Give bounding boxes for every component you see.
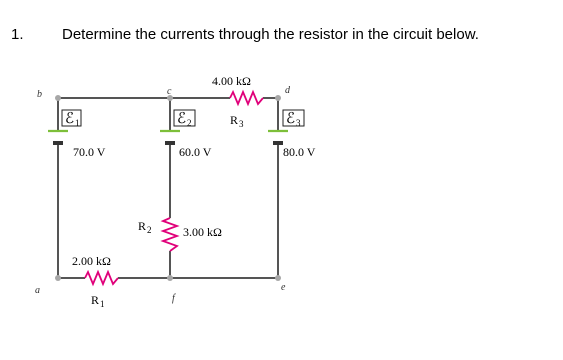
r3-subscript: 3 [239,119,244,129]
resistor-r2 [163,218,177,251]
r1-subscript: 1 [100,299,105,309]
node-d [275,95,281,101]
r2-subscript: 2 [147,225,152,235]
emf1-subscript: 1 [75,118,80,128]
node-label-f: f [172,293,175,304]
node-f [167,275,173,281]
resistor-r1 [85,272,118,284]
node-label-b: b [37,89,42,100]
question-number: 1. [11,26,24,43]
node-label-e: e [281,282,286,293]
emf3-value: 80.0 V [283,145,316,159]
r2-symbol: R [138,219,147,233]
r3-value: 4.00 kΩ [212,74,251,88]
node-b [55,95,61,101]
r2-value: 3.00 kΩ [183,225,222,239]
r1-value: 2.00 kΩ [72,254,111,268]
emf1-value: 70.0 V [73,145,106,159]
node-label-d: d [285,85,290,96]
node-a [55,275,61,281]
resistor-r3 [230,92,263,104]
node-label-c: c [167,86,172,97]
emf1-symbol: ℰ [65,111,75,127]
node-e [275,275,281,281]
emf2-subscript: 2 [187,118,192,128]
r1-symbol: R [91,293,100,307]
emf3-symbol: ℰ [286,111,296,127]
emf3-subscript: 3 [296,118,301,128]
node-label-a: a [35,285,40,296]
emf2-value: 60.0 V [179,145,212,159]
emf2-symbol: ℰ [177,111,187,127]
question-text: Determine the currents through the resistor in the circuit below. [62,26,479,43]
r3-symbol: R [230,113,239,127]
